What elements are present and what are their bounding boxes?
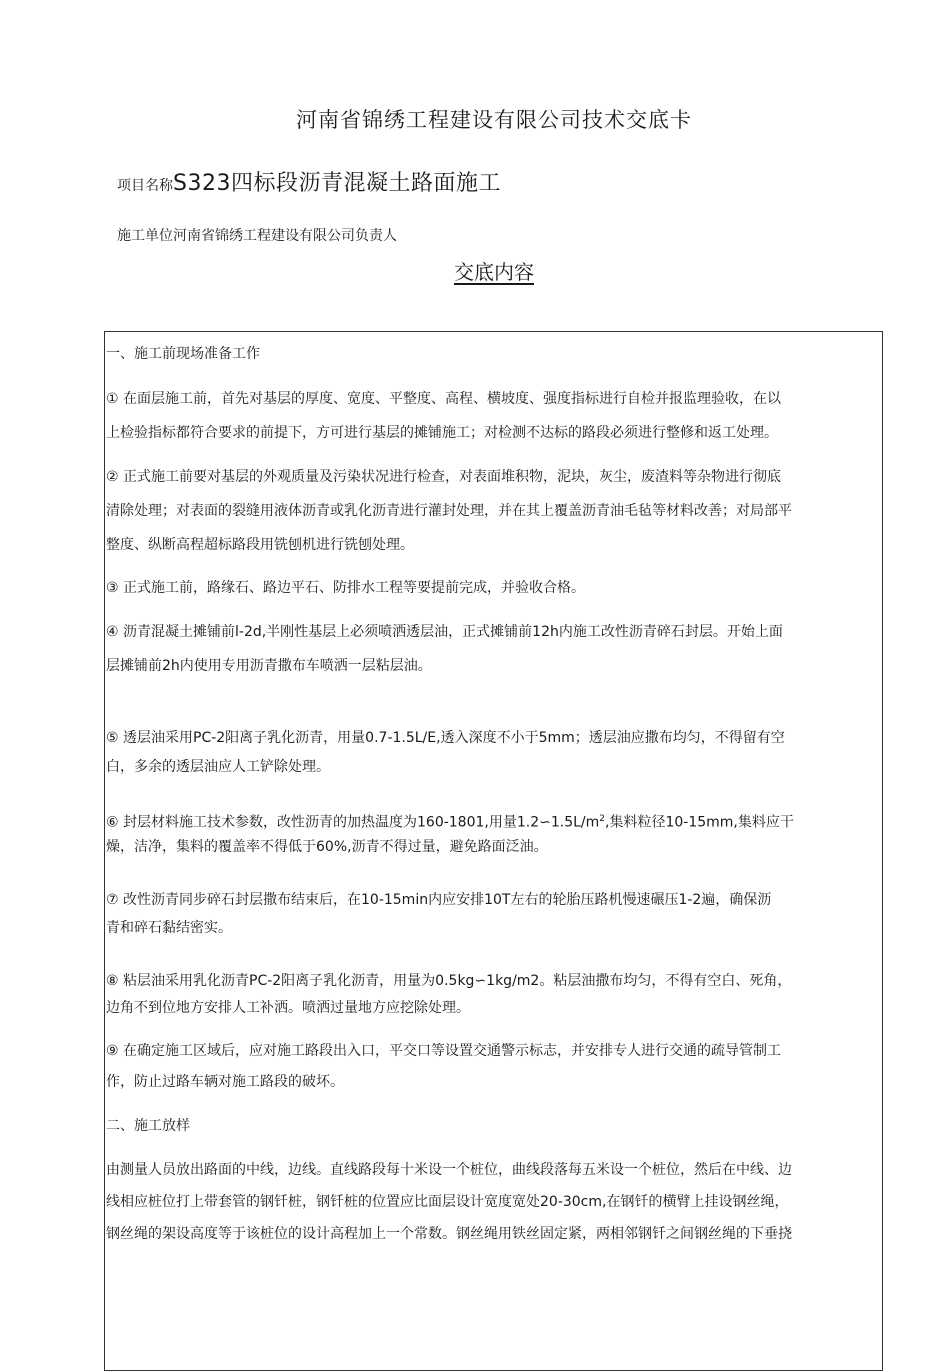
item-4-line-1: ④ 沥青混凝土摊铺前l-2d,半刚性基层上必须喷洒透层油，正式摊铺前12h内施工改性沥青碎石封层。开始上面 (106, 624, 783, 640)
item-2-line-2: 清除处理；对表面的裂缝用液体沥青或乳化沥青进行灌封处理，并在其上覆盖沥青油毛毡等材料改善；对局部平 (106, 503, 792, 519)
item-6-line-1: ⑥ 封层材料施工技术参数，改性沥青的加热温度为160-1801,用量$1.2∽1.5L/m^2$,集料粒径10-15mm,集料应干 (106, 814, 794, 831)
item-8-line-2: 边角不到位地方安排人工补洒。喷洒过量地方应挖除处理。 (106, 1000, 470, 1016)
item-9-line-1: ⑨ 在确定施工区域后，应对施工路段出入口，平交口等设置交通警示标志，并安排专人进行交通的疏导管制工 (106, 1043, 781, 1059)
item-2-line-1: ② 正式施工前要对基层的外观质量及污染状况进行检查，对表面堆积物，泥块，灰尘，废渣料等杂物进行彻底 (106, 469, 781, 485)
project-name-row (117, 166, 501, 197)
item-5-line-2: 白，多余的透层油应人工铲除处理。 (106, 759, 330, 775)
item-5-line-1: ⑤ 透层油采用PC-2阳离子乳化沥青，用量0.7-1.5L/E,透入深度不小于5mm；透层油应撒布均匀，不得留有空 (106, 730, 785, 746)
item-7-line-1: ⑦ 改性沥青同步碎石封层撒布结束后，在10-15min内应安排10T左右的轮胎压路机慢速碾压1-2遍，确保沥 (106, 892, 772, 908)
stakeout-line-1: 由测量人员放出路面的中线，边线。直线路段每十米设一个桩位，曲线段落每五米设一个桩位，然后在中线、边 (106, 1162, 792, 1178)
project-label: 项目名称 (117, 178, 173, 194)
item-1-line-1: ① 在面层施工前，首先对基层的厚度、宽度、平整度、高程、横坡度、强度指标进行自检并报监理验收，在以 (106, 391, 781, 407)
stakeout-line-2: 线相应桩位打上带套管的钢钎桩，钢钎桩的位置应比面层设计宽度宽处20-30cm,在钢钎的横臂上挂设钢丝绳， (106, 1194, 789, 1210)
section-title-1: 一、施工前现场准备工作 (106, 346, 260, 362)
item-2-line-3: 整度、纵断高程超标路段用铣刨机进行铣刨处理。 (106, 537, 414, 553)
content-box (104, 331, 883, 1371)
section-title-2: 二、施工放样 (106, 1118, 190, 1134)
section-heading: 交底内容 (454, 260, 534, 284)
project-name: S323四标段沥青混凝土路面施工 (173, 171, 501, 196)
stakeout-line-3: 钢丝绳的架设高度等于该桩位的设计高程加上一个常数。钢丝绳用铁丝固定紧，两相邻钢钎之间钢丝绳的下垂挠 (106, 1226, 792, 1242)
item-9-line-2: 作，防止过路车辆对施工路段的破坏。 (106, 1074, 344, 1090)
item-8-line-1: ⑧ 粘层油采用乳化沥青PC-2阳离子乳化沥青，用量为0.5kg∽1kg/m2。粘层油撒布均匀，不得有空白、死角， (106, 973, 792, 989)
item-7-line-2: 青和碎石黏结密实。 (106, 920, 232, 936)
construction-unit-row: 施工单位河南省锦绣工程建设有限公司负责人 (117, 228, 397, 244)
item-1-line-2: 上检验指标都符合要求的前提下，方可进行基层的摊铺施工；对检测不达标的路段必须进行整修和返工处理。 (106, 425, 778, 441)
item-4-line-2: 层摊铺前2h内使用专用沥青撒布车喷洒一层粘层油。 (106, 658, 432, 674)
item-6-line-2: 燥，洁净，集料的覆盖率不得低于60%,沥青不得过量，避免路面泛油。 (106, 839, 548, 855)
document-title: 河南省锦绣工程建设有限公司技术交底卡 (296, 108, 692, 132)
item-3-line-1: ③ 正式施工前，路缘石、路边平石、防排水工程等要提前完成，并验收合格。 (106, 580, 585, 596)
